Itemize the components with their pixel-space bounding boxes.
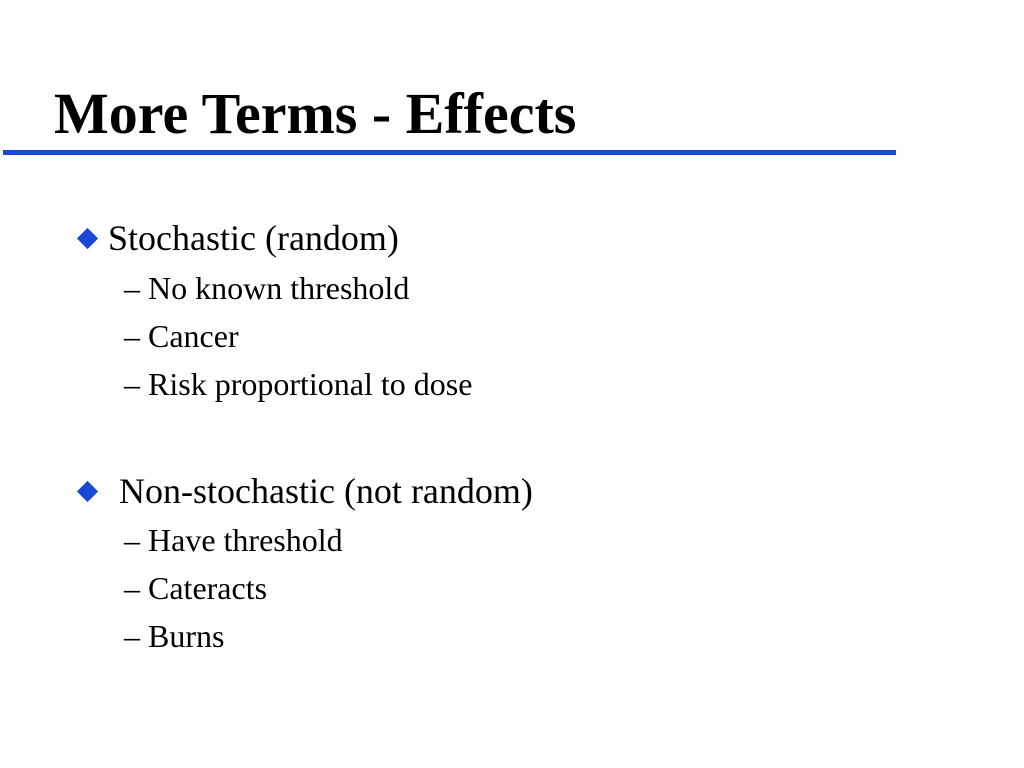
bullet-label: Stochastic (random) (108, 218, 399, 258)
bullet-non-stochastic (80, 469, 533, 513)
title-underline (3, 150, 896, 155)
bullet-stochastic (80, 216, 399, 260)
sub-item: – Cateracts (124, 570, 268, 606)
sub-item: – Cancer (124, 318, 239, 354)
bullet-label: Non-stochastic (not random) (119, 471, 533, 511)
diamond-bullet-icon (77, 480, 98, 501)
sub-item: – Have threshold (124, 522, 343, 558)
slide-title: More Terms - Effects (54, 81, 577, 146)
sub-item: – Risk proportional to dose (124, 366, 473, 402)
sub-item: – Burns (124, 618, 225, 654)
diamond-bullet-icon (77, 227, 98, 248)
sub-item: – No known threshold (124, 270, 410, 306)
